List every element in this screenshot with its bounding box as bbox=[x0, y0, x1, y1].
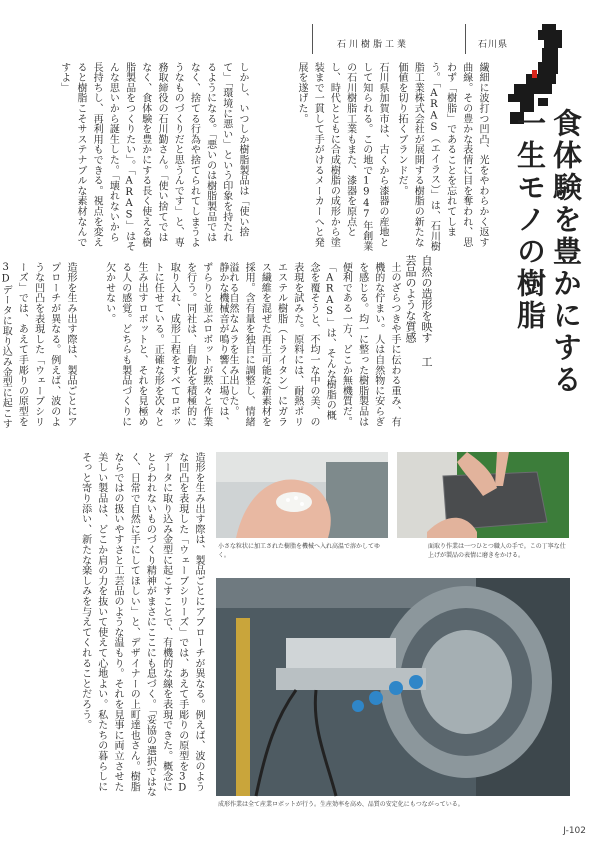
photo1-caption: 小さな粒状に加工された樹脂を機械へ入れ高温で溶かしてゆく。 bbox=[218, 543, 381, 559]
company-name: 石川樹脂工業 bbox=[337, 40, 410, 50]
body-text-sustainability: しかし、いつしか樹脂製品は「使い捨て」「環境に悪い」という印象を持たれるようになる。「悪いのは樹脂製品ではなく、捨てる行為や捨てられてしまうようなものづくりだと思うんです」と、専務取締役の石川勤さん。「使い捨てではなく、食体験を豊かにする長く使える樹脂製品をつくりたい」。「ARAS」はそんな思いから誕生した。「壊れないから長持ちし、再利用もできる。視点を変えると樹脂こそサステナブルな素材なんですよ」 bbox=[58, 62, 248, 252]
article-title bbox=[512, 108, 584, 408]
prefecture-name: 石川県 bbox=[478, 40, 509, 50]
title-line-2: 一生モノの樹脂 bbox=[513, 108, 547, 332]
molding-robot-photo bbox=[216, 578, 570, 796]
body-text-intro: 繊細に波打つ凹凸、光をやわらかく返す曲線。その豊かな表情に目を奪われ、思わず「樹脂」であることを忘れてしまう。「ARAS（エイラス）」は、石川樹脂工業株式会社が展開する樹脂の新たな価値を切り拓くブランドだ。 bbox=[395, 62, 488, 252]
body-text-design: 造形を生み出す際は、製品ごとにアプローチが異なる。例えば、波のような凹凸を表現した「ウェーブシリーズ」では、あえて手彫りの原型を3Dデータに取り込み金型に起こすことで、有機的な線を表現できた。概念にとらわれないものづくり精神がまさにここにも息づく。「妥協の選択ではなく、日常で自然に手にしてほしい」と、デザイナーの上町達也さん。樹脂ならではの扱いやすさと工芸品のような温もり。それを見事に両立させた美しい製品は、どこか肩の力を抜いて使えて心地よい。私たちの暮らしにそっと寄り添い、新たな楽しみを与えてくれることだろう。 bbox=[79, 452, 204, 798]
photo2-caption: 面取り作業は一つひとつ職人の手で。この丁寧な仕上げが製品の表情に磨きをかける。 bbox=[428, 543, 566, 559]
photo3-caption: 成形作業は全て産業ロボットが行う。生産効率を高め、品質の安定化にもつながっている。 bbox=[218, 801, 464, 808]
header-divider-mid bbox=[465, 24, 466, 54]
subheading: 自然の造形を映す 工芸品のような質感 bbox=[404, 255, 433, 367]
header-divider-left bbox=[312, 24, 313, 54]
page-number: J-102 bbox=[563, 826, 586, 836]
body-text-material: 土のざらつきや手に伝わる重み、有機的な佇まい。人は自然物に安らぎを感じる。均一に整った樹脂製品は便利である一方、どこか無機質だ。「ARAS」は、そんな樹脂の概念を覆そうと、不均一な中の美、の表現を試みた。原料には、耐熱ポリエステル樹脂（トライタン）にガラス繊維を混ぜた再生可能な新素材を採用。含有量を独自に調整し、情緒溢れる自然なムラを生み出した。 bbox=[226, 262, 400, 427]
body-text-factory: 静かな機械音が鳴り響く工場では、ずらりと並ぶロボットが黙々と作業を行う。同社は、自動化を積極的に取り入れ、成形工程をすべてロボットに任せている。正確な形を次々と生み出すロボットと、それを見極める人の感覚。どちらも製品づくりに欠かせない。 bbox=[103, 262, 228, 427]
body-text-design-start: 造形を生み出す際は、製品ごとにアプローチが異なる。例えば、波のような凹凸を表現した「ウェーブシリーズ」では、あえて手彫りの原型を3Dデータに取り込み金型に起こす bbox=[0, 262, 76, 429]
title-line-1: 食体験を豊かにする bbox=[549, 108, 583, 396]
resin-pellets-photo bbox=[216, 452, 388, 538]
body-text-history: 石川県加賀市は、古くから漆器の産地として知られる。この地で1947年創業の石川樹脂工業もまた、漆器を原点とし、時代とともに合成樹脂の成形から塗装まで一貫して手がけるメーカーへと発展を遂げた。 bbox=[295, 62, 388, 252]
chamfering-photo bbox=[397, 452, 569, 538]
